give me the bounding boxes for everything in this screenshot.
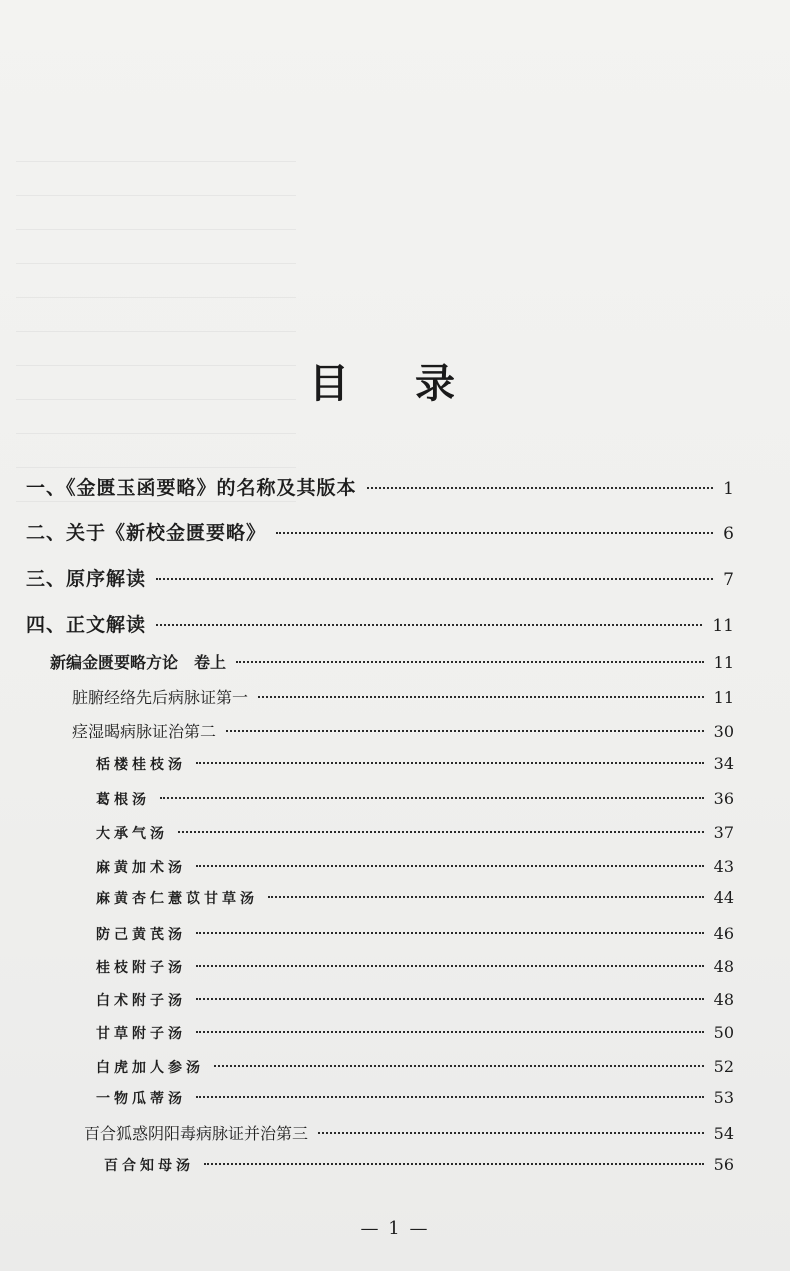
leader-dots	[204, 1163, 704, 1165]
toc-entry-page: 44	[713, 888, 734, 907]
toc-entry-label: 四、正文解读	[26, 614, 147, 636]
toc-entry-page: 1	[723, 479, 734, 499]
toc-entry-label: 百合狐惑阴阳毒病脉证并治第三	[84, 1124, 309, 1143]
leader-dots	[156, 624, 702, 626]
toc-entry[interactable]	[84, 1121, 734, 1144]
toc-entry-page: 52	[713, 1057, 734, 1076]
toc-entry-label: 痉湿暍病脉证治第二	[72, 722, 217, 741]
toc-entry-label: 桂枝附子汤	[96, 960, 186, 976]
toc-entry-page: 34	[713, 754, 734, 773]
toc-entry-label: 麻黄杏仁薏苡甘草汤	[96, 891, 258, 907]
toc-entry-label: 二、关于《新校金匮要略》	[26, 522, 267, 544]
leader-dots	[268, 896, 704, 898]
toc-entry-label: 大承气汤	[96, 826, 168, 842]
toc-entry-page: 11	[712, 616, 734, 636]
toc-entry-page: 48	[713, 990, 734, 1009]
leader-dots	[196, 932, 704, 934]
toc-entry-label: 葛根汤	[96, 792, 150, 808]
toc-entry-label: 百合知母汤	[104, 1158, 194, 1174]
toc-entry-page: 11	[713, 688, 734, 707]
toc-entry-page: 46	[713, 924, 734, 943]
toc-entry[interactable]	[26, 610, 734, 637]
page-title: 目 录	[309, 360, 481, 407]
toc-entry[interactable]	[96, 754, 734, 774]
toc-entry[interactable]	[26, 473, 734, 500]
leader-dots	[196, 965, 704, 967]
leader-dots	[214, 1065, 704, 1067]
leader-dots	[156, 578, 713, 580]
toc-entry-label: 甘草附子汤	[96, 1026, 186, 1042]
toc-entry[interactable]	[26, 564, 734, 591]
toc-entry-label: 三、原序解读	[26, 568, 147, 590]
toc-entry-label: 白虎加人参汤	[96, 1060, 204, 1076]
toc-entry[interactable]	[96, 924, 734, 944]
toc-entry[interactable]	[26, 518, 734, 545]
toc-entry-label: 防己黄芪汤	[96, 927, 186, 943]
toc-entry-page: 54	[713, 1124, 734, 1143]
toc-entry-page: 53	[713, 1088, 734, 1107]
leader-dots	[236, 661, 704, 663]
toc-entry-page: 48	[713, 957, 734, 976]
toc-entry-page: 36	[713, 789, 734, 808]
toc-entry-label: 麻黄加术汤	[96, 860, 186, 876]
leader-dots	[226, 730, 704, 732]
leader-dots	[196, 1096, 704, 1098]
toc-entry-page: 7	[723, 570, 734, 590]
toc-entry-label: 栝楼桂枝汤	[96, 757, 186, 773]
toc-entry[interactable]	[96, 823, 734, 843]
toc-entry[interactable]	[96, 990, 734, 1010]
leader-dots	[258, 696, 704, 698]
toc-entry-page: 56	[713, 1155, 734, 1174]
toc-entry-label: 新编金匮要略方论 卷上	[50, 653, 227, 672]
toc-entry[interactable]	[50, 650, 734, 673]
toc-entry-page: 6	[723, 524, 734, 544]
toc-entry[interactable]	[104, 1155, 734, 1175]
toc-entry[interactable]	[96, 789, 734, 809]
toc-entry[interactable]	[96, 1088, 734, 1108]
toc-entry[interactable]	[96, 957, 734, 977]
toc-entry-label: 一、《金匮玉函要略》的名称及其版本	[26, 477, 357, 499]
toc-entry[interactable]	[96, 1057, 734, 1077]
toc-entry-page: 43	[713, 857, 734, 876]
toc-entry-page: 50	[713, 1023, 734, 1042]
toc-entry-page: 30	[713, 722, 734, 741]
leader-dots	[276, 532, 713, 534]
toc-entry[interactable]	[96, 1023, 734, 1043]
toc-entry[interactable]	[72, 685, 734, 708]
toc-entry-label: 一物瓜蒂汤	[96, 1091, 186, 1107]
leader-dots	[196, 998, 704, 1000]
leader-dots	[160, 797, 704, 799]
toc-entry-page: 37	[713, 823, 734, 842]
leader-dots	[196, 1031, 704, 1033]
leader-dots	[196, 865, 704, 867]
leader-dots	[318, 1132, 704, 1134]
toc-entry[interactable]	[72, 719, 734, 742]
toc-entry-label: 脏腑经络先后病脉证第一	[72, 688, 249, 707]
page-number-footer: — 1 —	[360, 1218, 430, 1239]
toc-entry[interactable]	[96, 888, 734, 908]
toc-entry-label: 白术附子汤	[96, 993, 186, 1009]
leader-dots	[196, 762, 704, 764]
toc-entry[interactable]	[96, 857, 734, 877]
leader-dots	[178, 831, 704, 833]
toc-entry-page: 11	[713, 653, 734, 672]
leader-dots	[367, 487, 714, 489]
